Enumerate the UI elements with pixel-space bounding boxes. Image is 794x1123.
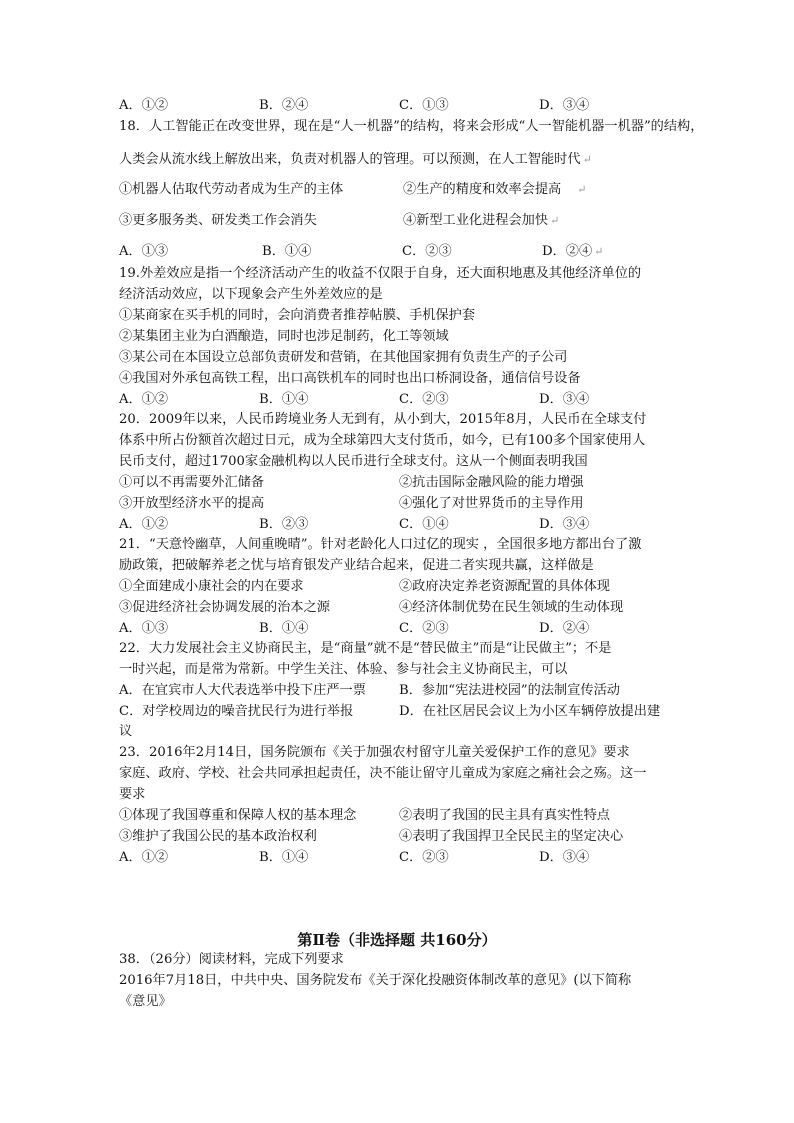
q21-option-d: D．②④ bbox=[539, 621, 590, 636]
q18-item-1: ①机器人估取代劳动者成为生产的主体 bbox=[119, 182, 344, 197]
q17-option-b: B．②④ bbox=[259, 98, 309, 113]
q20-stem-line-1: 20．2009年以来，人民币跨境业务人无到有，从小到大，2015年8月，人民币在全球支付 bbox=[119, 412, 647, 427]
q38-stem: 38．（26分）阅读材料，完成下列要求 bbox=[119, 952, 344, 967]
q19-item-1: ①某商家在买手机的同时，会向消费者推荐帖膜、手机保护套 bbox=[119, 308, 476, 323]
q20-option-b: B．②③ bbox=[259, 517, 309, 532]
q19-item-4: ④我国对外承包高铁工程，出口高铁机车的同时也出口桥洞设备，通信信号设备 bbox=[119, 371, 581, 386]
q23-stem-line-2: 家庭、政府、学校、社会共同承担起责任，决不能让留守儿童成为家庭之痛社会之殇。这一 bbox=[119, 766, 647, 781]
q23-item-3: ③维护了我国公民的基本政治权利 bbox=[119, 829, 317, 844]
q18-item-4: ④新型工业化进程会加快 bbox=[403, 213, 549, 228]
q19-item-3: ③某公司在本国设立总部负责研发和营销，在其他国家拥有负责生产的子公司 bbox=[119, 350, 568, 365]
q23-option-b: B．①④ bbox=[259, 850, 309, 865]
q23-option-a: A．①② bbox=[119, 850, 169, 865]
q19-option-c: C．②③ bbox=[399, 392, 449, 407]
q23-stem-line-3: 要求 bbox=[119, 787, 146, 802]
paragraph-mark-icon: ↵ bbox=[582, 153, 592, 166]
q18-stem-line-2: 人类会从流水线上解放出来，负责对机器人的管理。可以预测，在人工智能时代 bbox=[119, 152, 581, 167]
q38-material-line-2: 《意见》 bbox=[119, 994, 172, 1009]
q22-option-b: B．参加“宪法进校园”的法制宣传活动 bbox=[399, 683, 620, 698]
q18-item-2: ②生产的精度和效率会提高 bbox=[403, 182, 562, 197]
q19-stem-line-1: 19.外差效应是指一个经济活动产生的收益不仅限于自身，还大面积地惠及其他经济单位的 bbox=[119, 266, 642, 281]
q23-option-c: C．②③ bbox=[399, 850, 449, 865]
q18-option-d: D．②④ bbox=[542, 244, 593, 259]
q20-item-2: ②抗击国际金融风险的能力增强 bbox=[399, 475, 584, 490]
q21-option-b: B．①④ bbox=[259, 621, 309, 636]
q21-item-1: ①全面建成小康社会的内在要求 bbox=[119, 579, 304, 594]
q22-option-d: D．在社区居民会议上为小区车辆停放提出建 bbox=[399, 704, 661, 719]
q19-item-2: ②某集团主业为白酒酿造，同时也涉足制药，化工等领域 bbox=[119, 329, 449, 344]
paragraph-mark-icon: ↵ bbox=[550, 214, 560, 227]
q20-item-3: ③开放型经济水平的提高 bbox=[119, 496, 265, 511]
q22-stem-line-2: 一时兴起，而是常为常新。中学生关注、体验、参与社会主义协商民主，可以 bbox=[119, 662, 568, 677]
q20-option-a: A．①② bbox=[119, 517, 169, 532]
q17-option-a: A．①② bbox=[119, 98, 169, 113]
q38-material-line-1: 2016年7月18日，中共中央、国务院发布《关于深化投融资体制改革的意见》(以下简称 bbox=[119, 973, 632, 988]
q18-option-c: C．②③ bbox=[402, 244, 452, 259]
q20-item-1: ①可以不再需要外汇储备 bbox=[119, 475, 265, 490]
q22-option-a: A．在宜宾市人大代表选举中投下庄严一票 bbox=[119, 683, 366, 698]
q20-option-c: C．①④ bbox=[399, 517, 449, 532]
q19-option-b: B．①④ bbox=[259, 392, 309, 407]
q21-option-c: C．②③ bbox=[399, 621, 449, 636]
q23-item-1: ①体现了我国尊重和保障人权的基本理念 bbox=[119, 808, 357, 823]
q23-option-d: D．③④ bbox=[539, 850, 590, 865]
q22-option-c: C．对学校周边的噪音扰民行为进行举报 bbox=[119, 704, 354, 719]
q23-item-4: ④表明了我国捍卫全民民主的坚定决心 bbox=[399, 829, 624, 844]
q18-option-a: A．①③ bbox=[119, 244, 169, 259]
q19-stem-line-2: 经济活动效应，以下现象会产生外差效应的是 bbox=[119, 287, 383, 302]
q18-stem-line-1: 18．人工智能正在改变世界，现在是“人一机器”的结构，将来会形成“人一智能机器一机器”的结构， bbox=[119, 119, 704, 134]
q20-item-4: ④强化了对世界货币的主导作用 bbox=[399, 496, 584, 511]
q21-stem-line-1: 21．“天意怜幽草，人间重晚晴”。针对老龄化人口过亿的现实 ，全国很多地方都出台了激 bbox=[119, 537, 642, 552]
q21-item-3: ③促进经济社会协调发展的治本之源 bbox=[119, 600, 330, 615]
q23-stem-line-1: 23．2016年2月14日，国务院颁布《关于加强农村留守儿童关爱保护工作的意见》要求 bbox=[119, 745, 630, 760]
q21-stem-line-2: 励政策，把破解养老之忧与培育银发产业结合起来，促进二者实现共赢，这样做是 bbox=[119, 558, 594, 573]
part-2-title: 第Ⅱ卷（非选择题 共160分） bbox=[297, 931, 497, 949]
q17-option-c: C．①③ bbox=[399, 98, 449, 113]
q17-option-d: D．③④ bbox=[539, 98, 590, 113]
q21-option-a: A．①③ bbox=[119, 621, 169, 636]
q20-stem-line-3: 民币支付，超过1700家金融机构以人民币进行全球支付。这从一个侧面表明我国 bbox=[119, 454, 588, 469]
paragraph-mark-icon: ↵ bbox=[594, 245, 604, 258]
q20-stem-line-2: 体系中所占份额首次超过日元，成为全球第四大支付货币，如今，已有100多个国家使用人 bbox=[119, 433, 646, 448]
q19-option-d: D．③④ bbox=[539, 392, 590, 407]
q21-item-4: ④经济体制优势在民生领域的生动体现 bbox=[399, 600, 624, 615]
q22-stem-line-1: 22．大力发展社会主义协商民主，是“商量”就不是“替民做主”而是“让民做主”；不是 bbox=[119, 641, 612, 656]
q21-item-2: ②政府决定养老资源配置的具体体现 bbox=[399, 579, 610, 594]
q18-item-3: ③更多服务类、研发类工作会消失 bbox=[119, 213, 317, 228]
paragraph-mark-icon: ↵ bbox=[577, 183, 587, 196]
q20-option-d: D．③④ bbox=[539, 517, 590, 532]
q18-option-b: B．①④ bbox=[262, 244, 312, 259]
q19-option-a: A．①② bbox=[119, 392, 169, 407]
q22-option-d-wrap: 议 bbox=[119, 724, 133, 739]
q23-item-2: ②表明了我国的民主具有真实性特点 bbox=[399, 808, 610, 823]
